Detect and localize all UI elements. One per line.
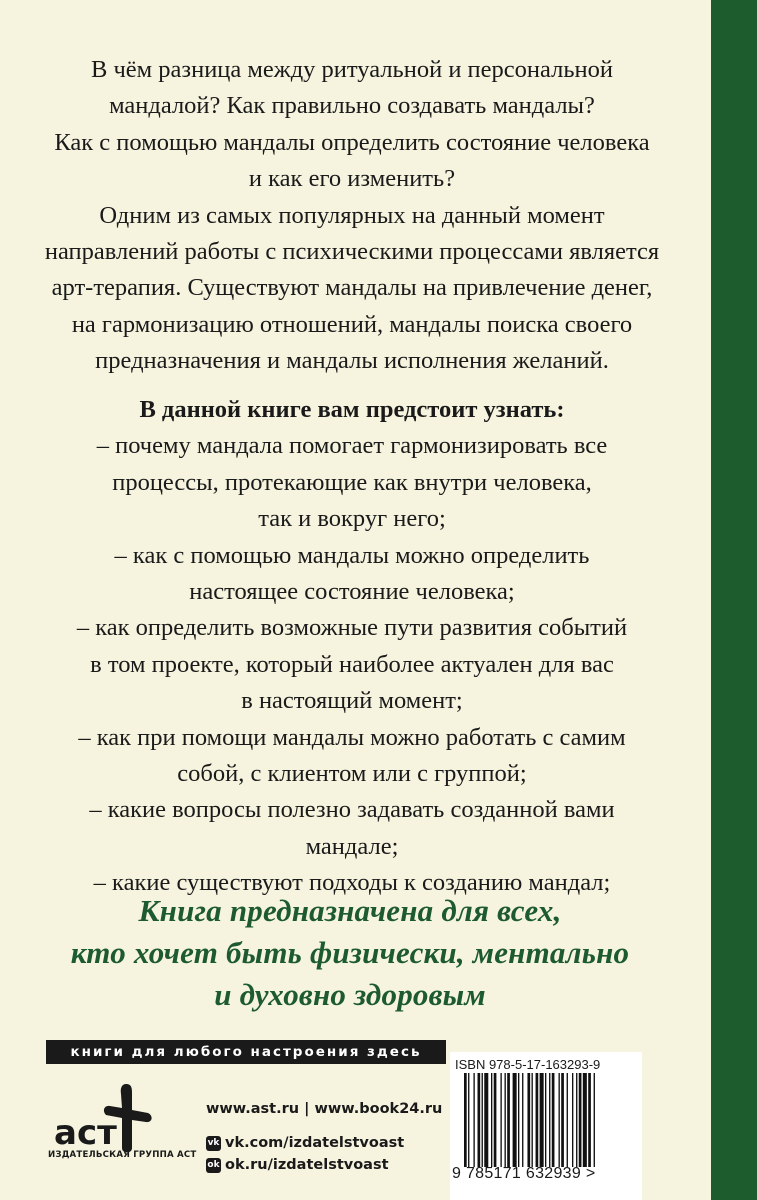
tagline-line: и духовно здоровым <box>214 977 486 1012</box>
barcode-bar <box>536 1073 539 1167</box>
barcode-bar <box>500 1073 501 1167</box>
publisher-logo <box>48 1078 198 1188</box>
publisher-links <box>206 1098 442 1176</box>
learn-line: настоящее состояние человека; <box>189 578 515 606</box>
websites-link[interactable]: www.ast.ru | www.book24.ru <box>206 1101 443 1117</box>
publisher-logo-text: аст <box>54 1113 117 1153</box>
barcode-bar <box>561 1073 564 1167</box>
ok-icon: ok <box>206 1158 221 1173</box>
vk-link[interactable] <box>206 1132 442 1154</box>
publisher-caption: ИЗДАТЕЛЬСКАЯ ГРУППА АСТ <box>48 1150 197 1160</box>
intro-line: Как с помощью мандалы определить состояние человека <box>54 128 650 156</box>
learn-line: – какие существуют подходы к созданию мандал; <box>93 869 611 897</box>
barcode-bar <box>572 1073 573 1167</box>
learn-heading: В данной книге вам предстоит узнать: <box>139 396 565 423</box>
learn-line: в том проекте, который наиболее актуален для вас <box>90 650 614 678</box>
slogan-bar: книги для любого настроения здесь <box>46 1040 446 1064</box>
barcode-bar <box>594 1073 595 1167</box>
barcode-bar <box>494 1073 497 1167</box>
barcode-bar <box>518 1073 519 1167</box>
barcode-bar <box>507 1073 510 1167</box>
barcode-bar <box>559 1073 560 1167</box>
tagline-line: Книга предназначена для всех, <box>138 893 562 928</box>
intro-line: и как его изменить? <box>248 165 456 193</box>
tagline-line: кто хочет быть физически, ментально <box>70 935 630 970</box>
barcode-bar <box>478 1073 481 1167</box>
barcode-bar <box>576 1073 577 1167</box>
barcode-bar <box>527 1073 530 1167</box>
ok-link-text: ok.ru/izdatelstvoast <box>225 1157 389 1173</box>
intro-paragraph <box>40 52 664 380</box>
barcode-bar <box>484 1073 488 1167</box>
barcode-bar <box>473 1073 474 1167</box>
barcode-bar <box>567 1073 568 1167</box>
learn-line: мандале; <box>305 832 399 860</box>
barcode-bar <box>513 1073 517 1167</box>
intro-line: мандалой? Как правильно создавать мандалы? <box>109 92 595 120</box>
barcode-bar <box>468 1073 469 1167</box>
intro-line: арт-терапия. Существуют мандалы на привлечение денег, <box>51 274 653 302</box>
learn-line: процессы, протекающие как внутри человека, <box>112 468 592 496</box>
barcode-bar <box>491 1073 492 1167</box>
spine-stripe <box>711 0 757 1200</box>
learn-line: – как при помощи мандалы можно работать с самим <box>78 723 626 751</box>
intro-line: на гармонизацию отношений, мандалы поиска своего <box>71 310 633 338</box>
learn-line: собой, с клиентом или с группой; <box>177 760 527 788</box>
learn-line: – как определить возможные пути развития событий <box>76 614 628 642</box>
barcode-bar <box>482 1073 483 1167</box>
barcode-digits: 9 785171 632939 > <box>452 1165 596 1182</box>
tagline <box>30 890 670 1016</box>
vk-icon: vk <box>206 1136 221 1151</box>
learn-line: так и вокруг него; <box>258 505 446 533</box>
vk-link-text: vk.com/izdatelstvoast <box>225 1135 405 1151</box>
barcode-bar <box>464 1073 467 1167</box>
barcode-bar <box>545 1073 546 1167</box>
ok-link[interactable] <box>206 1154 442 1176</box>
barcode-bar <box>583 1073 587 1167</box>
barcode-bar <box>552 1073 555 1167</box>
barcode-bar <box>588 1073 591 1167</box>
barcode-bar <box>540 1073 544 1167</box>
intro-line: предназначения и мандалы исполнения желаний. <box>95 347 609 375</box>
learn-line: в настоящий момент; <box>241 687 463 715</box>
barcode-bar <box>532 1073 533 1167</box>
intro-line: Одним из самых популярных на данный момент <box>99 201 605 229</box>
intro-line: В чём разница между ритуальной и персональной <box>90 56 613 83</box>
isbn-text: ISBN 978-5-17-163293-9 <box>455 1057 601 1072</box>
barcode <box>462 1073 630 1167</box>
barcode-bar <box>579 1073 582 1167</box>
learn-line: – как с помощью мандалы можно определить <box>114 541 590 569</box>
intro-line: направлений работы с психическими процессами является <box>44 238 660 266</box>
learn-line: – какие вопросы полезно задавать созданной вами <box>89 796 615 824</box>
learn-line: – почему мандала помогает гармонизировать все <box>96 432 608 460</box>
barcode-bar <box>549 1073 550 1167</box>
learn-list <box>40 392 664 902</box>
barcode-bar <box>522 1073 523 1167</box>
barcode-bar <box>505 1073 506 1167</box>
